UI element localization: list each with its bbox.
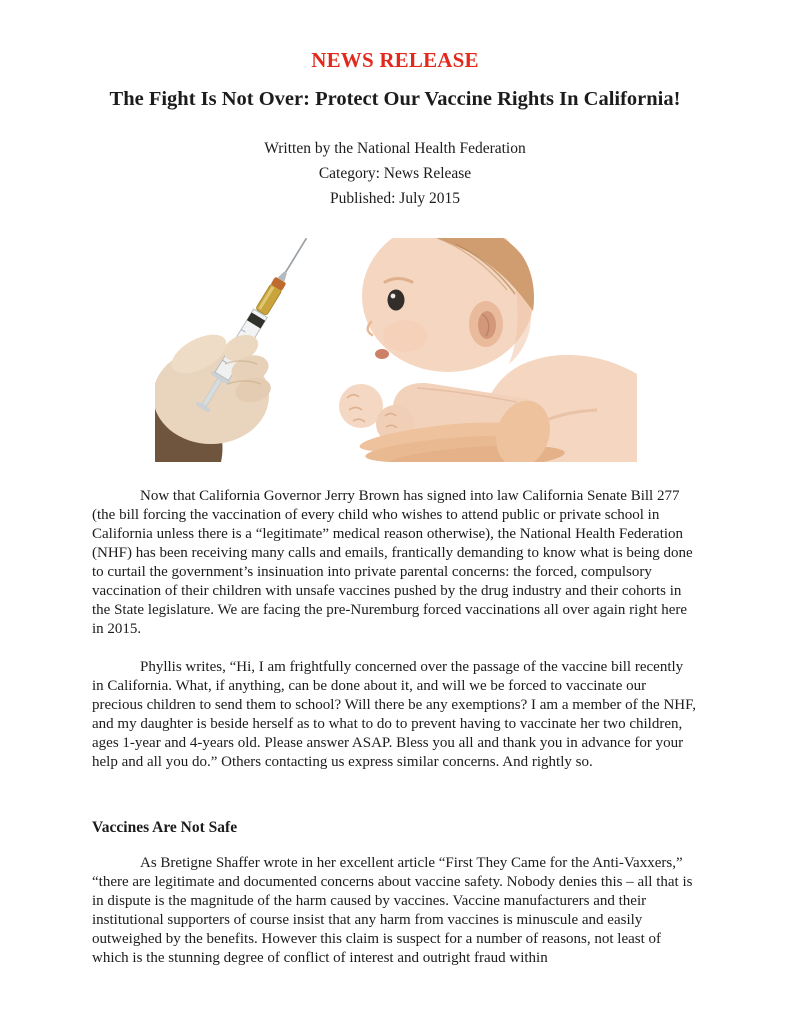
published-line: Published: July 2015 — [329, 189, 461, 207]
paragraph-1: Now that California Governor Jerry Brown has signed into law California Senate Bill 277 (the bill forcing the vaccination of every child who wishes to attend public or private school in California unless there is a “legitimate” medical reason otherwise), the National Health Federation (NHF) has been receiving many calls and emails, frantically demanding to know what is being done to curtail the government’s insinuation into private parental concerns: the forced, compulsory vaccination of their children with unsafe vaccines pushed by the drug industry and their cohorts in the State legislature. We are facing the pre-Nuremburg forced vaccinations all over again right here in 2015. — [92, 487, 693, 637]
byline: Written by the National Health Federation — [264, 139, 526, 157]
article-title: The Fight Is Not Over: Protect Our Vaccine Rights In California! — [109, 88, 681, 111]
paragraph-2: Phyllis writes, “Hi, I am frightfully concerned over the passage of the vaccine bill recently in California. What, if anything, can be done about it, and will we be forced to vaccinate our precious children to send them to school? Will there be any exemptions? I am a member of the NHF, and my daughter is beside herself as to what to do to prevent having to vaccinate her two children, ages 1-year and 4-years old. Please answer ASAP. Bless you all and thank you in advance for your help and all you do.” Others contacting us express similar concerns. And rightly so. — [92, 658, 696, 770]
article-meta — [92, 136, 698, 211]
category-line: Category: News Release — [318, 164, 472, 182]
news-release-kicker: NEWS RELEASE — [311, 48, 479, 72]
article-body — [92, 487, 698, 968]
paragraph-3: As Bretigne Shaffer wrote in her excellent article “First They Came for the Anti-Vaxxers,” “there are legitimate and documented concerns about vaccine safety. Nobody denies this – all that is in dispute is the magnitude of the harm caused by vaccines. Vaccine manufacturers and their institutional supporters of course insist that any harm from vaccines is minuscule and easily outweighed by the benefits. However this claim is suspect for a number of reasons, not least of which is the stunning degree of conflict of interest and outright fraud within — [92, 854, 693, 966]
article-photo — [155, 238, 637, 462]
section-heading-vaccines-are-not-safe: Vaccines Are Not Safe — [92, 818, 238, 836]
syringe-baby-photo — [155, 238, 637, 462]
